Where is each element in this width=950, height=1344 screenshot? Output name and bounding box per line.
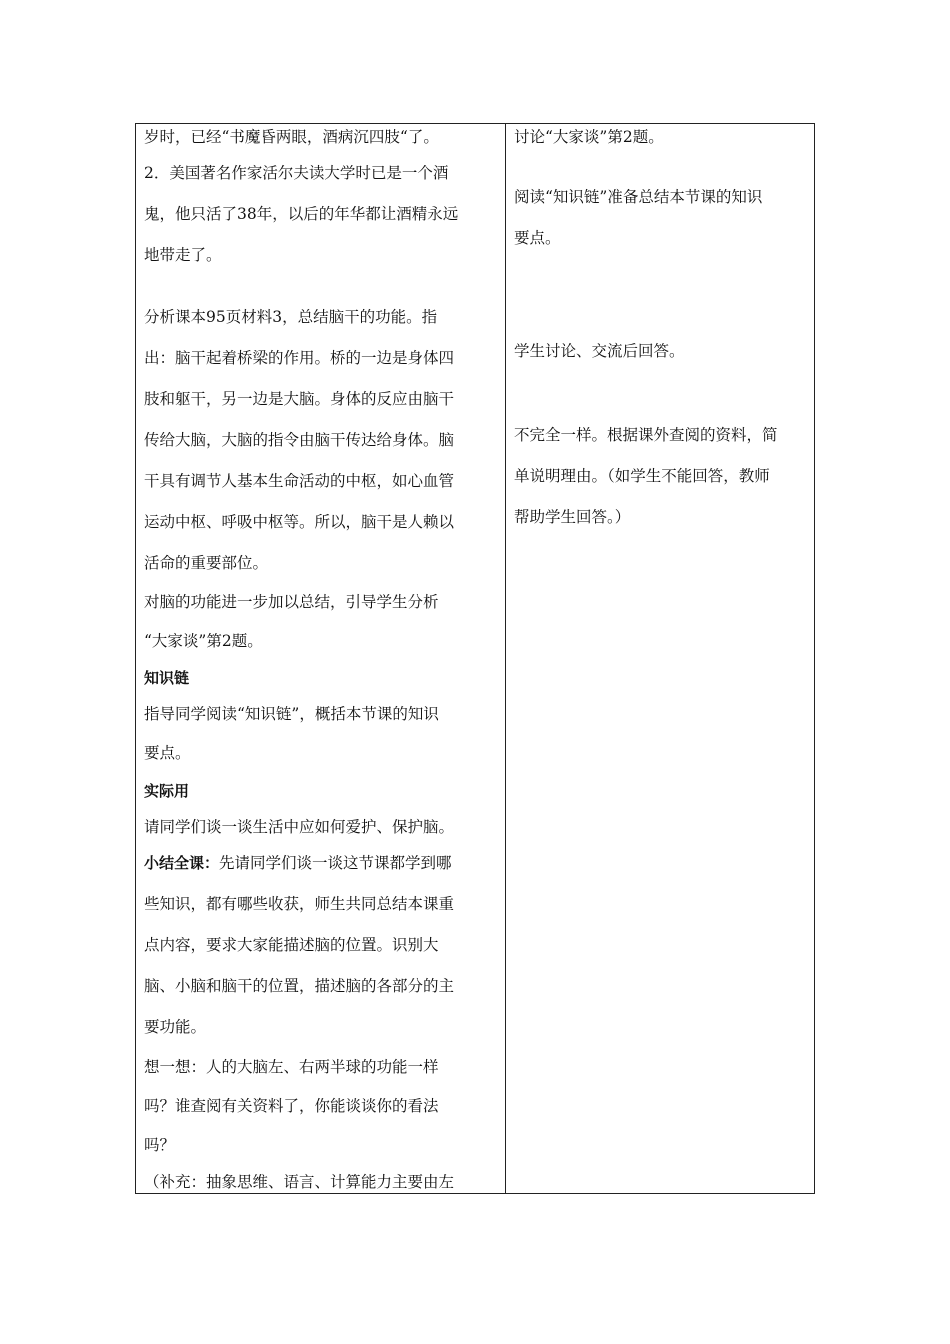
left-text-line: 吗？谁查阅有关资料了，你能谈谈你的看法: [144, 1097, 439, 1115]
summary-heading: 小结全课：: [144, 854, 220, 872]
right-text-line: 讨论“大家谈”第2题。: [514, 128, 664, 146]
left-text-line: 出：脑干起着桥梁的作用。桥的一边是身体四: [144, 349, 455, 367]
left-text-line: 请同学们谈一谈生活中应如何爱护、保护脑。: [144, 818, 455, 836]
right-text-line: 学生讨论、交流后回答。: [514, 342, 685, 360]
left-text-line: 吗？: [144, 1136, 176, 1154]
left-text-line: 分析课本95页材料3，总结脑干的功能。指: [144, 308, 438, 326]
left-text-line: 想一想：人的大脑左、右两半球的功能一样: [144, 1058, 439, 1076]
section-heading-practical-use: 实际用: [144, 782, 190, 800]
left-text-line: 2．美国著名作家活尔夫读大学时已是一个酒: [144, 164, 449, 182]
left-text-line: “大家谈”第2题。: [144, 632, 263, 650]
left-text-line: 地带走了。: [144, 246, 222, 264]
section-heading-knowledge-chain: 知识链: [144, 669, 190, 687]
summary-text: 先请同学们谈一谈这节课都学到哪: [219, 854, 452, 872]
left-text-line: 肢和躯干，另一边是大脑。身体的反应由脑干: [144, 390, 455, 408]
right-text-line: 要点。: [514, 229, 561, 247]
left-text-line: 对脑的功能进一步加以总结，引导学生分析: [144, 593, 439, 611]
left-text-line: 岁时，已经“书魔昏两眼，酒病沉四肢“了。: [144, 128, 439, 146]
left-text-line: （补充：抽象思维、语言、计算能力主要由左: [144, 1173, 455, 1191]
left-text-line: 脑、小脑和脑干的位置，描述脑的各部分的主: [144, 977, 455, 995]
summary-line: [144, 853, 452, 873]
left-text-line: 运动中枢、呼吸中枢等。所以，脑干是人赖以: [144, 513, 455, 531]
left-text-line: 活命的重要部位。: [144, 554, 269, 572]
left-text-line: 要功能。: [144, 1018, 207, 1036]
column-divider: [505, 123, 506, 1194]
right-text-line: 帮助学生回答。）: [514, 508, 631, 526]
left-text-line: 要点。: [144, 744, 191, 762]
left-text-line: 些知识，都有哪些收获，师生共同总结本课重: [144, 895, 455, 913]
right-text-line: 阅读“知识链”准备总结本节课的知识: [514, 188, 763, 206]
left-text-line: 鬼，他只活了38年，以后的年华都让酒精永远: [144, 205, 459, 223]
right-text-line: 单说明理由。（如学生不能回答，教师: [514, 467, 770, 485]
left-text-line: 传给大脑，大脑的指令由脑干传达给身体。脑: [144, 431, 455, 449]
left-text-line: 干具有调节人基本生命活动的中枢，如心血管: [144, 472, 455, 490]
left-text-line: 点内容，要求大家能描述脑的位置。识别大: [144, 936, 439, 954]
right-text-line: 不完全一样。根据课外查阅的资料，简: [514, 426, 778, 444]
left-text-line: 指导同学阅读“知识链”，概括本节课的知识: [144, 705, 439, 723]
lesson-table: [135, 123, 815, 1194]
